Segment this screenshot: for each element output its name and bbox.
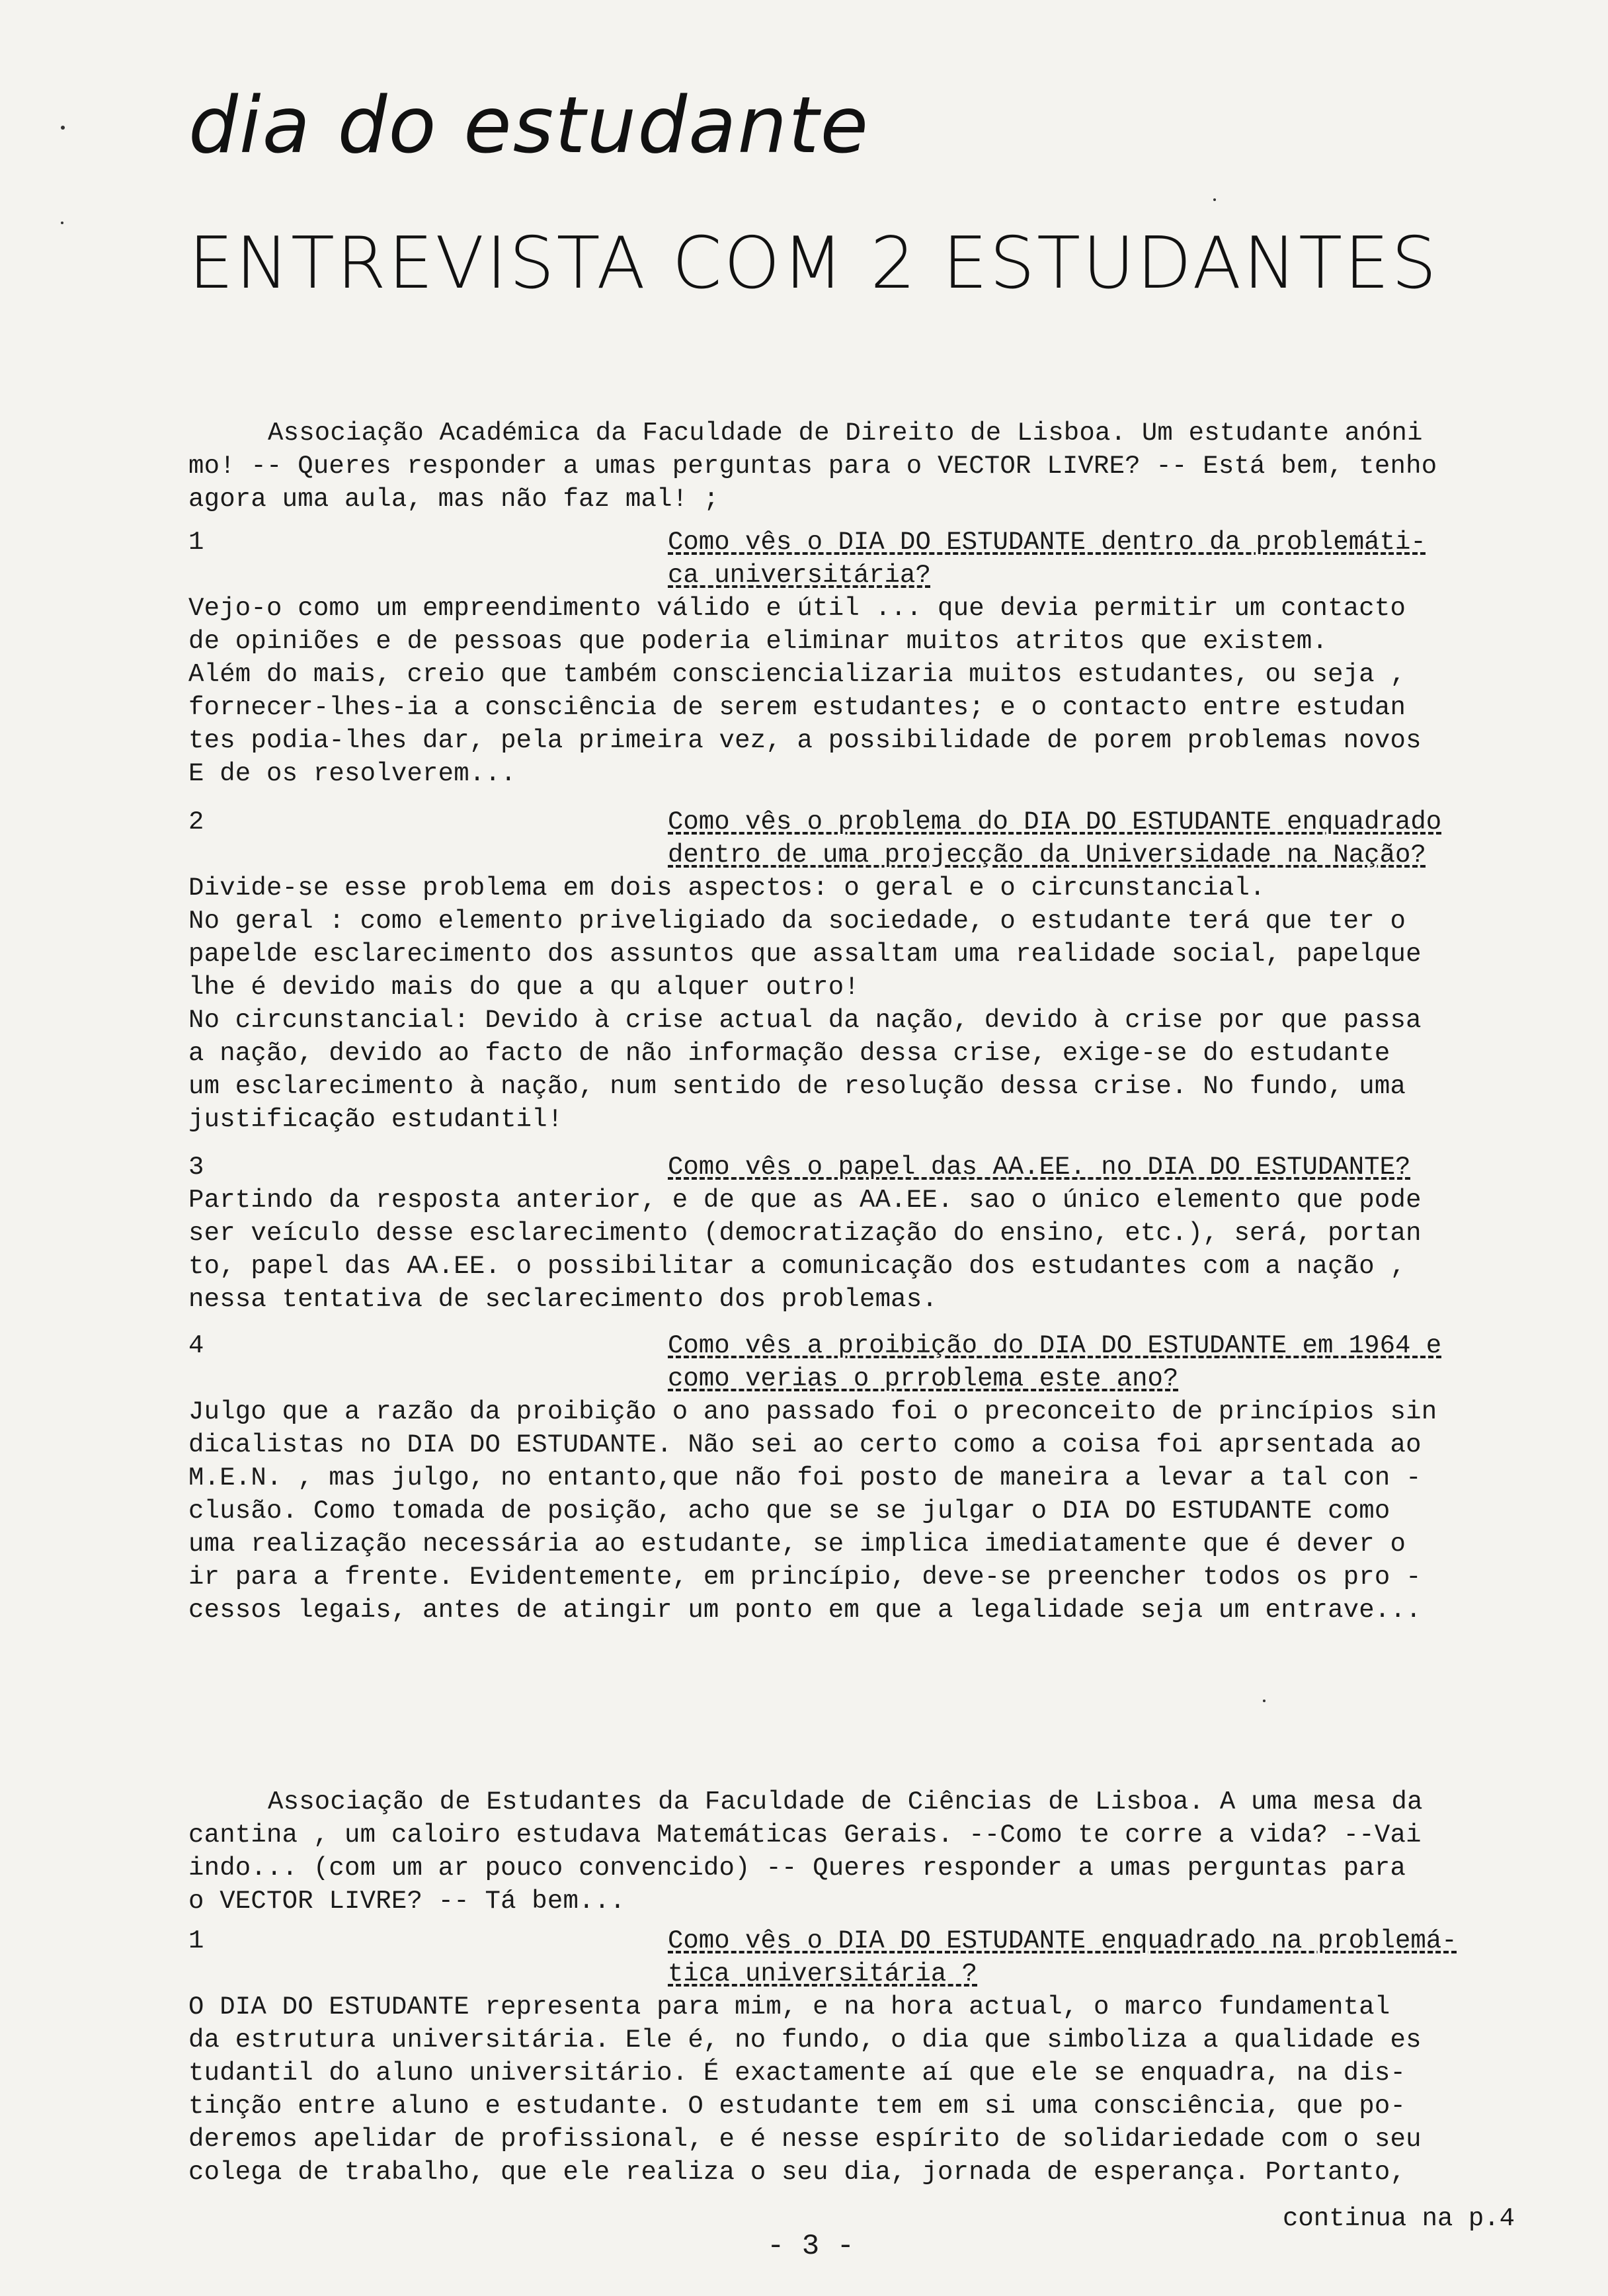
interview2-intro bbox=[188, 1785, 1550, 1918]
scan-speck bbox=[1263, 1700, 1266, 1702]
continuation-note: continua na p.4 bbox=[1283, 2204, 1515, 2233]
question-text: Como vês o papel das AA.EE. no DIA DO ESTUDANTE? bbox=[668, 1153, 1411, 1182]
interview2-question-1 bbox=[188, 1924, 1550, 1997]
scan-speck bbox=[1213, 198, 1216, 201]
intro-line: mo! -- Queres responder a umas perguntas para o VECTOR LIVRE? -- Está bem, tenho bbox=[188, 452, 1437, 481]
interview2-answer-1: O DIA DO ESTUDANTE representa para mim, e na hora actual, o marco fundamental da estrutura universitária. Ele é, no fundo, o dia que simboliza a qualidade es tudantil do aluno universitário. É exactamente aí que ele se enquadra, na dis- tinção entre aluno e estudante. O estudante tem em si uma consciência, que po- deremos apelidar de profissional, e é nesse espírito de solidariedade com o seu colega de trabalho, que ele realiza o seu dia, jornada de esperança. Portanto, bbox=[188, 1992, 1422, 2187]
interview1-answer-4: Julgo que a razão da proibição o ano passado foi o preconceito de princípios sin dicalistas no DIA DO ESTUDANTE. Não sei ao certo como a coisa foi aprsentada ao M.E.N. , mas julgo, no entanto,que não foi posto de maneira a levar a tal con - clusão. Como tomada de posição, acho que se se julgar o DIA DO ESTUDANTE como uma realização necessária ao estudante, se implica imediatamente que é dever o ir para a frente. Evidentemente, em princípio, deve-se preencher todos os pro - cessos legais, antes de atingir um ponto em que a legalidade seja um entrave... bbox=[188, 1397, 1437, 1625]
interview1-question-3 bbox=[188, 1151, 1550, 1187]
intro-line: cantina , um caloiro estudava Matemáticas Gerais. --Como te corre a vida? --Vai bbox=[188, 1821, 1422, 1850]
interview1-question-4 bbox=[188, 1329, 1550, 1402]
question-text: Como vês o DIA DO ESTUDANTE enquadrado na problemá- tica universitária ? bbox=[668, 1926, 1457, 1988]
question-text: Como vês a proibição do DIA DO ESTUDANTE em 1964 e como verias o prroblema este ano? bbox=[668, 1331, 1442, 1393]
interview1-intro bbox=[188, 417, 1550, 516]
question-text: Como vês o problema do DIA DO ESTUDANTE enquadrado dentro de uma projecção da Universidade na Nação? bbox=[668, 807, 1442, 870]
scan-speck bbox=[61, 126, 65, 130]
intro-line: Associação de Estudantes da Faculdade de Ciências de Lisboa. A uma mesa da bbox=[268, 1787, 1423, 1817]
intro-line: o VECTOR LIVRE? -- Tá bem... bbox=[188, 1887, 625, 1916]
question-number: 2 bbox=[188, 807, 204, 837]
intro-line: indo... (com um ar pouco convencido) -- Queres responder a umas perguntas para bbox=[188, 1854, 1406, 1883]
scan-speck bbox=[61, 222, 63, 224]
intro-line: agora uma aula, mas não faz mal! ; bbox=[188, 485, 719, 514]
interview1-question-1 bbox=[188, 526, 1550, 598]
question-number: 3 bbox=[188, 1153, 204, 1182]
page-title: dia do estudante bbox=[188, 79, 870, 171]
interview1-answer-3: Partindo da resposta anterior, e de que as AA.EE. sao o único elemento que pode ser veículo desse esclarecimento (democratização do ensino, etc.), será, portan to, papel das AA.EE. o possibilitar a comunicação dos estudantes com a nação , nessa tentativa de seclarecimento dos problemas. bbox=[188, 1186, 1422, 1314]
interview1-answer-2: Divide-se esse problema em dois aspectos: o geral e o circunstancial. No geral : como elemento priveligiado da sociedade, o estudante terá que ter o papelde esclarecimento dos assuntos que assaltam uma realidade social, papelque lhe é devido mais do que a qu alquer outro! No circunstancial: Devido à crise actual da nação, devido à crise por que passa a nação, devido ao facto de não informação dessa crise, exige-se do estudante um esclarecimento à nação, num sentido de resolução dessa crise. No fundo, uma justificação estudantil! bbox=[188, 874, 1422, 1134]
page-number: - 3 - bbox=[767, 2230, 855, 2263]
question-text: Como vês o DIA DO ESTUDANTE dentro da problemáti- ca universitária? bbox=[668, 528, 1426, 590]
intro-line: Associação Académica da Faculdade de Direito de Lisboa. Um estudante anóni bbox=[268, 419, 1423, 448]
question-number: 1 bbox=[188, 528, 204, 557]
question-number: 4 bbox=[188, 1331, 204, 1360]
interview1-answer-1: Vejo-o como um empreendimento válido e útil ... que devia permitir um contacto de opiniões e de pessoas que poderia eliminar muitos atritos que existem. Além do mais, creio que também consciencializaria muitos estudantes, ou seja , fornecer-lhes-ia a consciência de serem estudantes; e o contacto entre estudan tes podia-lhes dar, pela primeira vez, a possibilidade de porem problemas novos E de os resolverem... bbox=[188, 594, 1422, 788]
question-number: 1 bbox=[188, 1926, 204, 1955]
interview1-question-2 bbox=[188, 805, 1550, 878]
page-subtitle: ENTREVISTA COM 2 ESTUDANTES bbox=[188, 222, 1439, 305]
